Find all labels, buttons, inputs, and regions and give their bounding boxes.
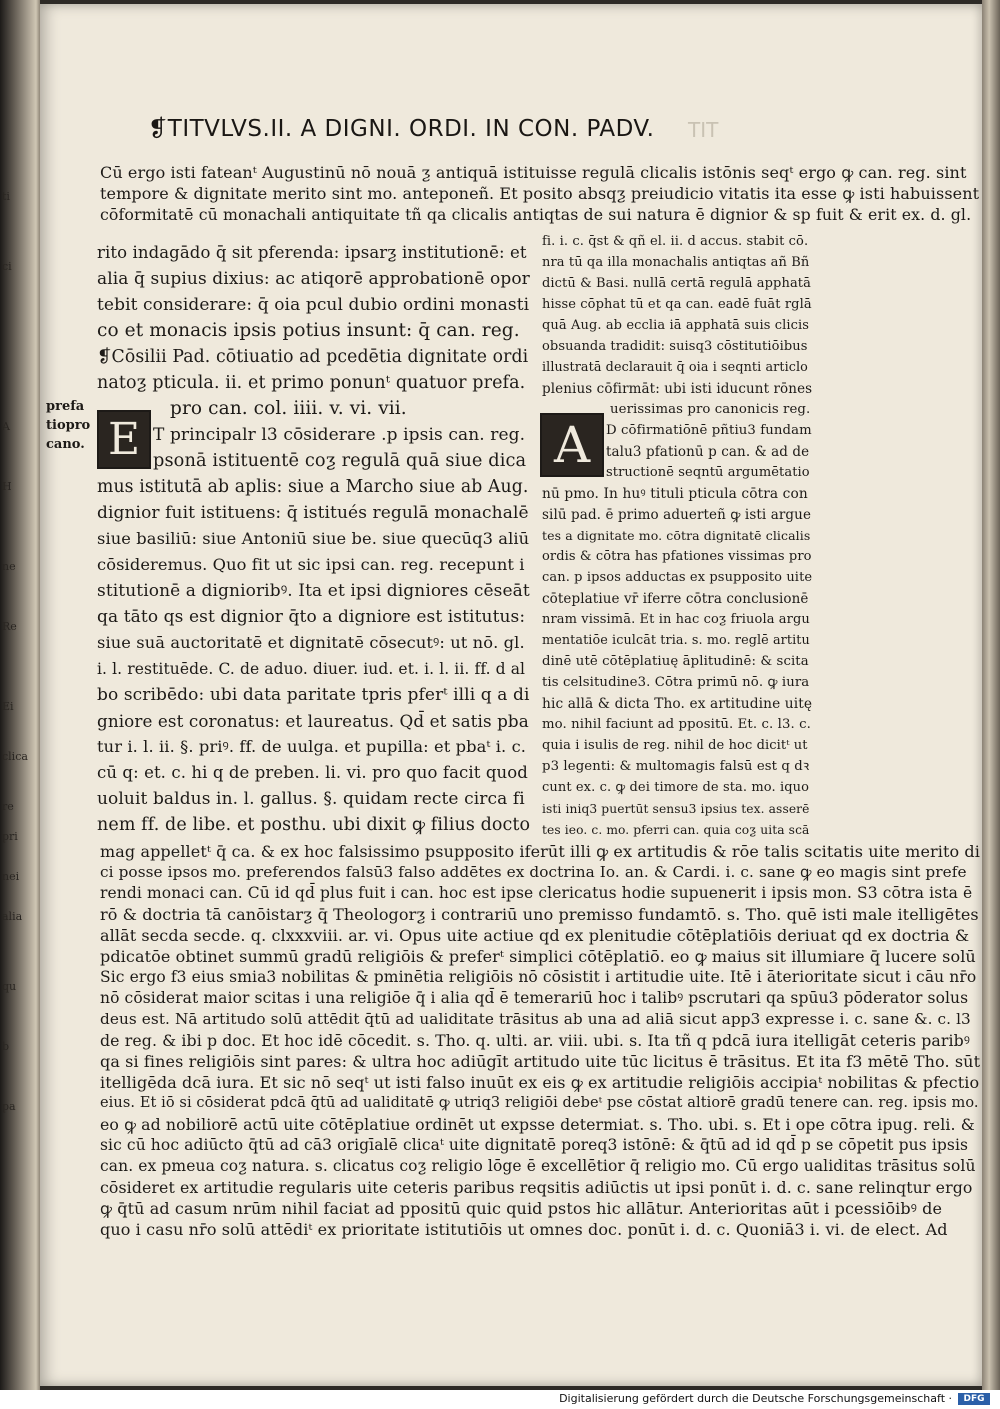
text-line: nem ff. de libe. et posthu. ubi dixit ꝙ filius docto xyxy=(97,815,531,835)
edge-text: alia xyxy=(2,910,23,923)
text-line: qa tāto qs est dignior q̄to a digniore est istitutus: xyxy=(97,607,526,627)
text-line: Cū ergo isti fateanᵗ Augustinū nō nouā ƺ antiquā istituisse regulā clicalis istōnis seqᵗ ergo ꝙ can. reg. sint xyxy=(100,163,967,182)
dfg-logo[interactable]: DFG xyxy=(958,1393,990,1405)
text-line: deus est. Nā artitudo solū attēdit q̄tū ad ualiditate trāsitus ab una ad aliā sicut app3 expresse i. c. sane &. c. l3 xyxy=(100,1010,971,1028)
text-line: quia i isulis de reg. nihil de hoc dicitᵗ ut xyxy=(542,738,808,753)
edge-text: ne xyxy=(2,560,16,573)
decorated-initial: A xyxy=(540,413,604,477)
text-line: illustratā declarauit q̄ oia i seqnti articlo xyxy=(542,360,808,375)
edge-text: pa xyxy=(2,1100,16,1113)
text-line: allāt secda secde. q. clxxxviii. ar. vi. Opus uite actiue qd ex plenitudie cōtēplatiōis deriuat qd ex doctria & xyxy=(100,926,970,945)
text-line: siue basiliū: siue Antoniū siue be. siue quecūq3 aliū xyxy=(97,529,530,548)
text-line: eo ꝙ ad nobiliorē actū uite cōtēplatiue ordinēt ut expsse determiat. s. Tho. ubi. s. Et i ope cōtra ipug. reli. & xyxy=(100,1115,975,1134)
left-page-edge xyxy=(0,0,40,1390)
text-line: mo. nihil faciunt ad ppositū. Et. c. l3. c. xyxy=(542,717,811,732)
text-line: gniore est coronatus: et laureatus. Qd̄ et satis pba xyxy=(97,711,529,731)
text-line: hisse cōphat tū et qa can. eadē fuāt rglā xyxy=(542,297,812,312)
page-title: ❡TITVLVS.II. A DIGNI. ORDI. IN CON. PADV. xyxy=(148,116,655,142)
text-line: cōsideremus. Quo fit ut sic ipsi can. reg. recepunt i xyxy=(97,555,525,574)
text-line: de reg. & ibi p doc. Et hoc idē cōcedit. s. Tho. q. ulti. ar. viii. ubi. s. Ita tñ q pdcā iura itelligāt ceteris paribꝰ xyxy=(100,1031,970,1050)
edge-text: qu xyxy=(2,980,17,993)
text-line: can. p ipsos adductas ex psupposito uite xyxy=(542,570,813,585)
text-line: sic cū hoc adiūcto q̄tū ad cā3 origīalē clicaᵗ uite dignitatē poreq3 istōnē: & q̄tū ad id qd̄ p se cōpetit pus ipsis xyxy=(100,1136,969,1154)
text-line: bo scribēdo: ubi data paritate tpris pferᵗ illi q a di xyxy=(97,685,530,705)
text-line: i. l. restituēde. C. de aduo. diuer. iud. et. i. l. ii. ff. d al xyxy=(97,660,526,678)
edge-text: A xyxy=(2,420,10,433)
text-line: plenius cōfirmāt: ubi isti iducunt rōnes xyxy=(542,381,813,397)
text-line: talu3 pfationū p can. & ad de xyxy=(606,444,810,460)
text-line: cū q: et. c. hi q de preben. li. vi. pro quo facit quod xyxy=(97,763,528,782)
text-line: nū pmo. In huꝰ tituli pticula cōtra con xyxy=(542,486,808,502)
edge-text: clica xyxy=(2,750,28,763)
text-line: rō & doctria tā canōistarƺ q̄ Theologorƺ i contrariū uno premisso fundamtō. s. Tho. quē isti male itelligētes xyxy=(100,905,979,924)
text-line: tempore & dignitate merito sint mo. anteponeñ. Et posito absqƺ preiudicio vitatis ita esse ꝙ isti habuissent xyxy=(100,184,980,203)
text-line: nō cōsiderat maior scitas i una religiōe q̄ i alia qd̄ ē temerariū hoc i talibꝰ pscrutari qa spūu3 pōderator solus xyxy=(100,989,969,1007)
edge-text: Re xyxy=(2,620,17,633)
text-line: mentatiōe iculcāt tria. s. mo. reglē artitu xyxy=(542,633,810,648)
text-line: D cōfirmatiōnē pñtiu3 fundam xyxy=(606,423,812,438)
edge-text: Ei xyxy=(2,700,14,713)
text-line: pdicatōe obtinet summū gradū religiōis & preferᵗ simplici cōtēplatiō. eo ꝙ maius sit illumiare q̄ lucere solū xyxy=(100,947,976,966)
text-line: tis celsitudine3. Cōtra primū nō. ꝙ iura xyxy=(542,675,810,690)
text-line: cōformitatē cū monachali antiquitate tñ qa clicalis antiqtas de sui natura ē dignior & sp fuit & erit ex. d. gl. xyxy=(100,205,972,224)
decorated-initial: E xyxy=(97,410,151,469)
rubric-line: ❡Cōsilii Pad. cōtiuatio ad pcedētia dignitate ordi xyxy=(97,347,529,367)
rubric-line: pro can. col. iiii. v. vi. vii. xyxy=(170,398,407,419)
edge-text: pri xyxy=(2,830,18,843)
text-line: eius. Et iō si cōsiderat pdcā q̄tū ad ualiditatē ꝙ utriq3 religiōi debeᵗ pse cōstat altiorē gradū tenere can. reg. ipsis mo. xyxy=(100,1095,979,1111)
text-line: co et monacis ipsis potius insunt: q̄ can. reg. xyxy=(97,320,520,341)
text-line: psonā istituentē coƺ regulā quā siue dica xyxy=(153,451,527,471)
text-line: qa si fines religiōis sint pares: & ultra hoc adiūgīt artitudo uite tūc licitus ē trāsitus. Et ita f3 mētē Tho. sūt xyxy=(100,1052,981,1071)
text-line: cōteplatiue vr̄ iferre cōtra conclusionē xyxy=(542,591,809,607)
text-line: ꝙ q̄tū ad casum nrūm nihil faciat ad ppositū quic quid pstos hic allātur. Anterioritas aūt i pcessiōibꝰ de xyxy=(100,1199,943,1218)
right-page-edge xyxy=(982,0,1000,1390)
text-line: rendi monaci can. Cū id qd̄ plus fuit i can. hoc est ipse clericatus hodie supuenerit i ipsis mon. S3 cōtra ista ē xyxy=(100,884,973,902)
text-line: stitutionē a dignioribꝰ. Ita et ipsi digniores cēseāt xyxy=(97,581,530,601)
text-line: hic allā & dicta Tho. ex artitudine uitę xyxy=(542,696,813,712)
text-line: nra tū qa illa monachalis antiqtas añ Bñ xyxy=(542,255,810,270)
text-line: quo i casu nr̄o solū attēdiᵗ ex prioritate istitutiōis ut omnes doc. ponūt i. d. c. Quoniā3 i. vi. de elect. Ad xyxy=(100,1220,948,1239)
text-line: structionē seqntū argumētatio xyxy=(606,465,810,480)
text-line: Sic ergo f3 eius smia3 nobilitas & pminētia religiōis nō cōsistit i artitudie uite. Itē i āterioritate sicut i cāu nr̄o xyxy=(100,968,977,986)
text-line: dignior fuit istituens: q̄ istitués regulā monachalē xyxy=(97,503,529,523)
text-line: itelligēda dcā iura. Et sic nō seqᵗ ut isti falso inuūt ex eis ꝙ ex artitudie religiōis accipiaᵗ nobilitas & pfectio xyxy=(100,1073,980,1092)
text-line: ci posse ipsos mo. preferendos falsū3 falso addētes ex doctrina Io. an. & Cardi. i. c. sane ꝙ eo magis sint prefe xyxy=(100,863,967,881)
text-line: tebit considerare: q̄ oia pcul dubio ordini monasti xyxy=(97,295,530,315)
edge-text: ci xyxy=(2,260,12,273)
text-line: alia q̄ supius dixius: ac atiqorē approbationē opor xyxy=(97,269,530,289)
text-line: siue suā auctoritatē et dignitatē cōsecutꝰ: ut nō. gl. xyxy=(97,633,525,652)
text-line: tes a dignitate mo. cōtra dignitatē clicalis xyxy=(542,528,811,543)
text-line: ordis & cōtra has pfationes vissimas pro xyxy=(542,549,812,564)
text-line: nram vissimā. Et in hac coƺ friuola argu xyxy=(542,612,810,627)
margin-note: cano. xyxy=(46,437,85,452)
text-line: uoluit baldus in. l. gallus. §. quidam recte circa fi xyxy=(97,789,525,809)
text-line: quā Aug. ab ecclia iā apphatā suis clicis xyxy=(542,318,810,333)
text-line: rito indagādo q̄ sit pferenda: ipsarƺ institutionē: et xyxy=(97,243,527,262)
rubric-line: natoƺ pticula. ii. et primo ponunᵗ quatuor prefa. xyxy=(97,373,526,393)
text-line: mus istitutā ab aplis: siue a Marcho siue ab Aug. xyxy=(97,477,529,497)
text-line: tes ieo. c. mo. pferri can. quia coƺ uita scā xyxy=(542,823,810,837)
footer-bar xyxy=(0,1390,1000,1409)
text-line: isti iniq3 puertūt sensu3 ipsius tex. asserē xyxy=(542,802,810,816)
text-line: silū pad. ē primo aduerteñ ꝙ isti argue xyxy=(542,507,812,523)
margin-note: tiopro xyxy=(46,418,91,433)
edge-text: nei xyxy=(2,870,20,883)
text-line: tur i. l. ii. §. priꝰ. ff. de uulga. et pupilla: et pbaᵗ i. c. xyxy=(97,737,527,756)
edge-text: ti xyxy=(2,190,10,203)
text-line: p3 legenti: & multomagis falsū est q dꝛ xyxy=(542,759,810,774)
text-line: mag appelletᵗ q̄ ca. & ex hoc falsissimo psupposito iferūt illi ꝙ ex artitudis & rōe talis scitatis uite merito di xyxy=(100,842,980,861)
edge-text: b xyxy=(2,1040,10,1053)
funding-credit: Digitalisierung gefördert durch die Deutsche Forschungsgemeinschaft · xyxy=(559,1392,952,1405)
text-line: dictū & Basi. nullā certā regulā apphatā xyxy=(542,276,811,291)
text-line: uerissimas pro canonicis reg. xyxy=(610,402,811,417)
text-line: dinē utē cōtēplatiuę āplitudinē: & scita xyxy=(542,654,809,669)
margin-note: prefa xyxy=(46,399,85,414)
text-line: obsuanda tradidit: suisq3 cōstitutiōibus xyxy=(542,339,808,354)
text-line: cunt ex. c. ꝙ dei timore de sta. mo. iquo xyxy=(542,780,810,795)
text-line: fi. i. c. q̄st & qñ el. ii. d accus. stabit cō. xyxy=(542,234,809,249)
edge-text: H xyxy=(2,480,12,493)
text-line: T principalr l3 cōsiderare .p ipsis can. reg. xyxy=(153,425,526,445)
text-line: can. ex pmeua coƺ natura. s. clicatus coƺ religio lōge ē excellētior q̄ religio mo. Cū ergo ualiditas trāsitus solū xyxy=(100,1157,976,1175)
show-through-text: TIT xyxy=(688,118,719,142)
text-line: cōsideret ex artitudie regularis uite ceteris paribus reqsitis adiūctis ut ipsi ponūt i. d. c. sane relinqtur ergo xyxy=(100,1178,973,1197)
edge-text: re xyxy=(2,800,14,813)
